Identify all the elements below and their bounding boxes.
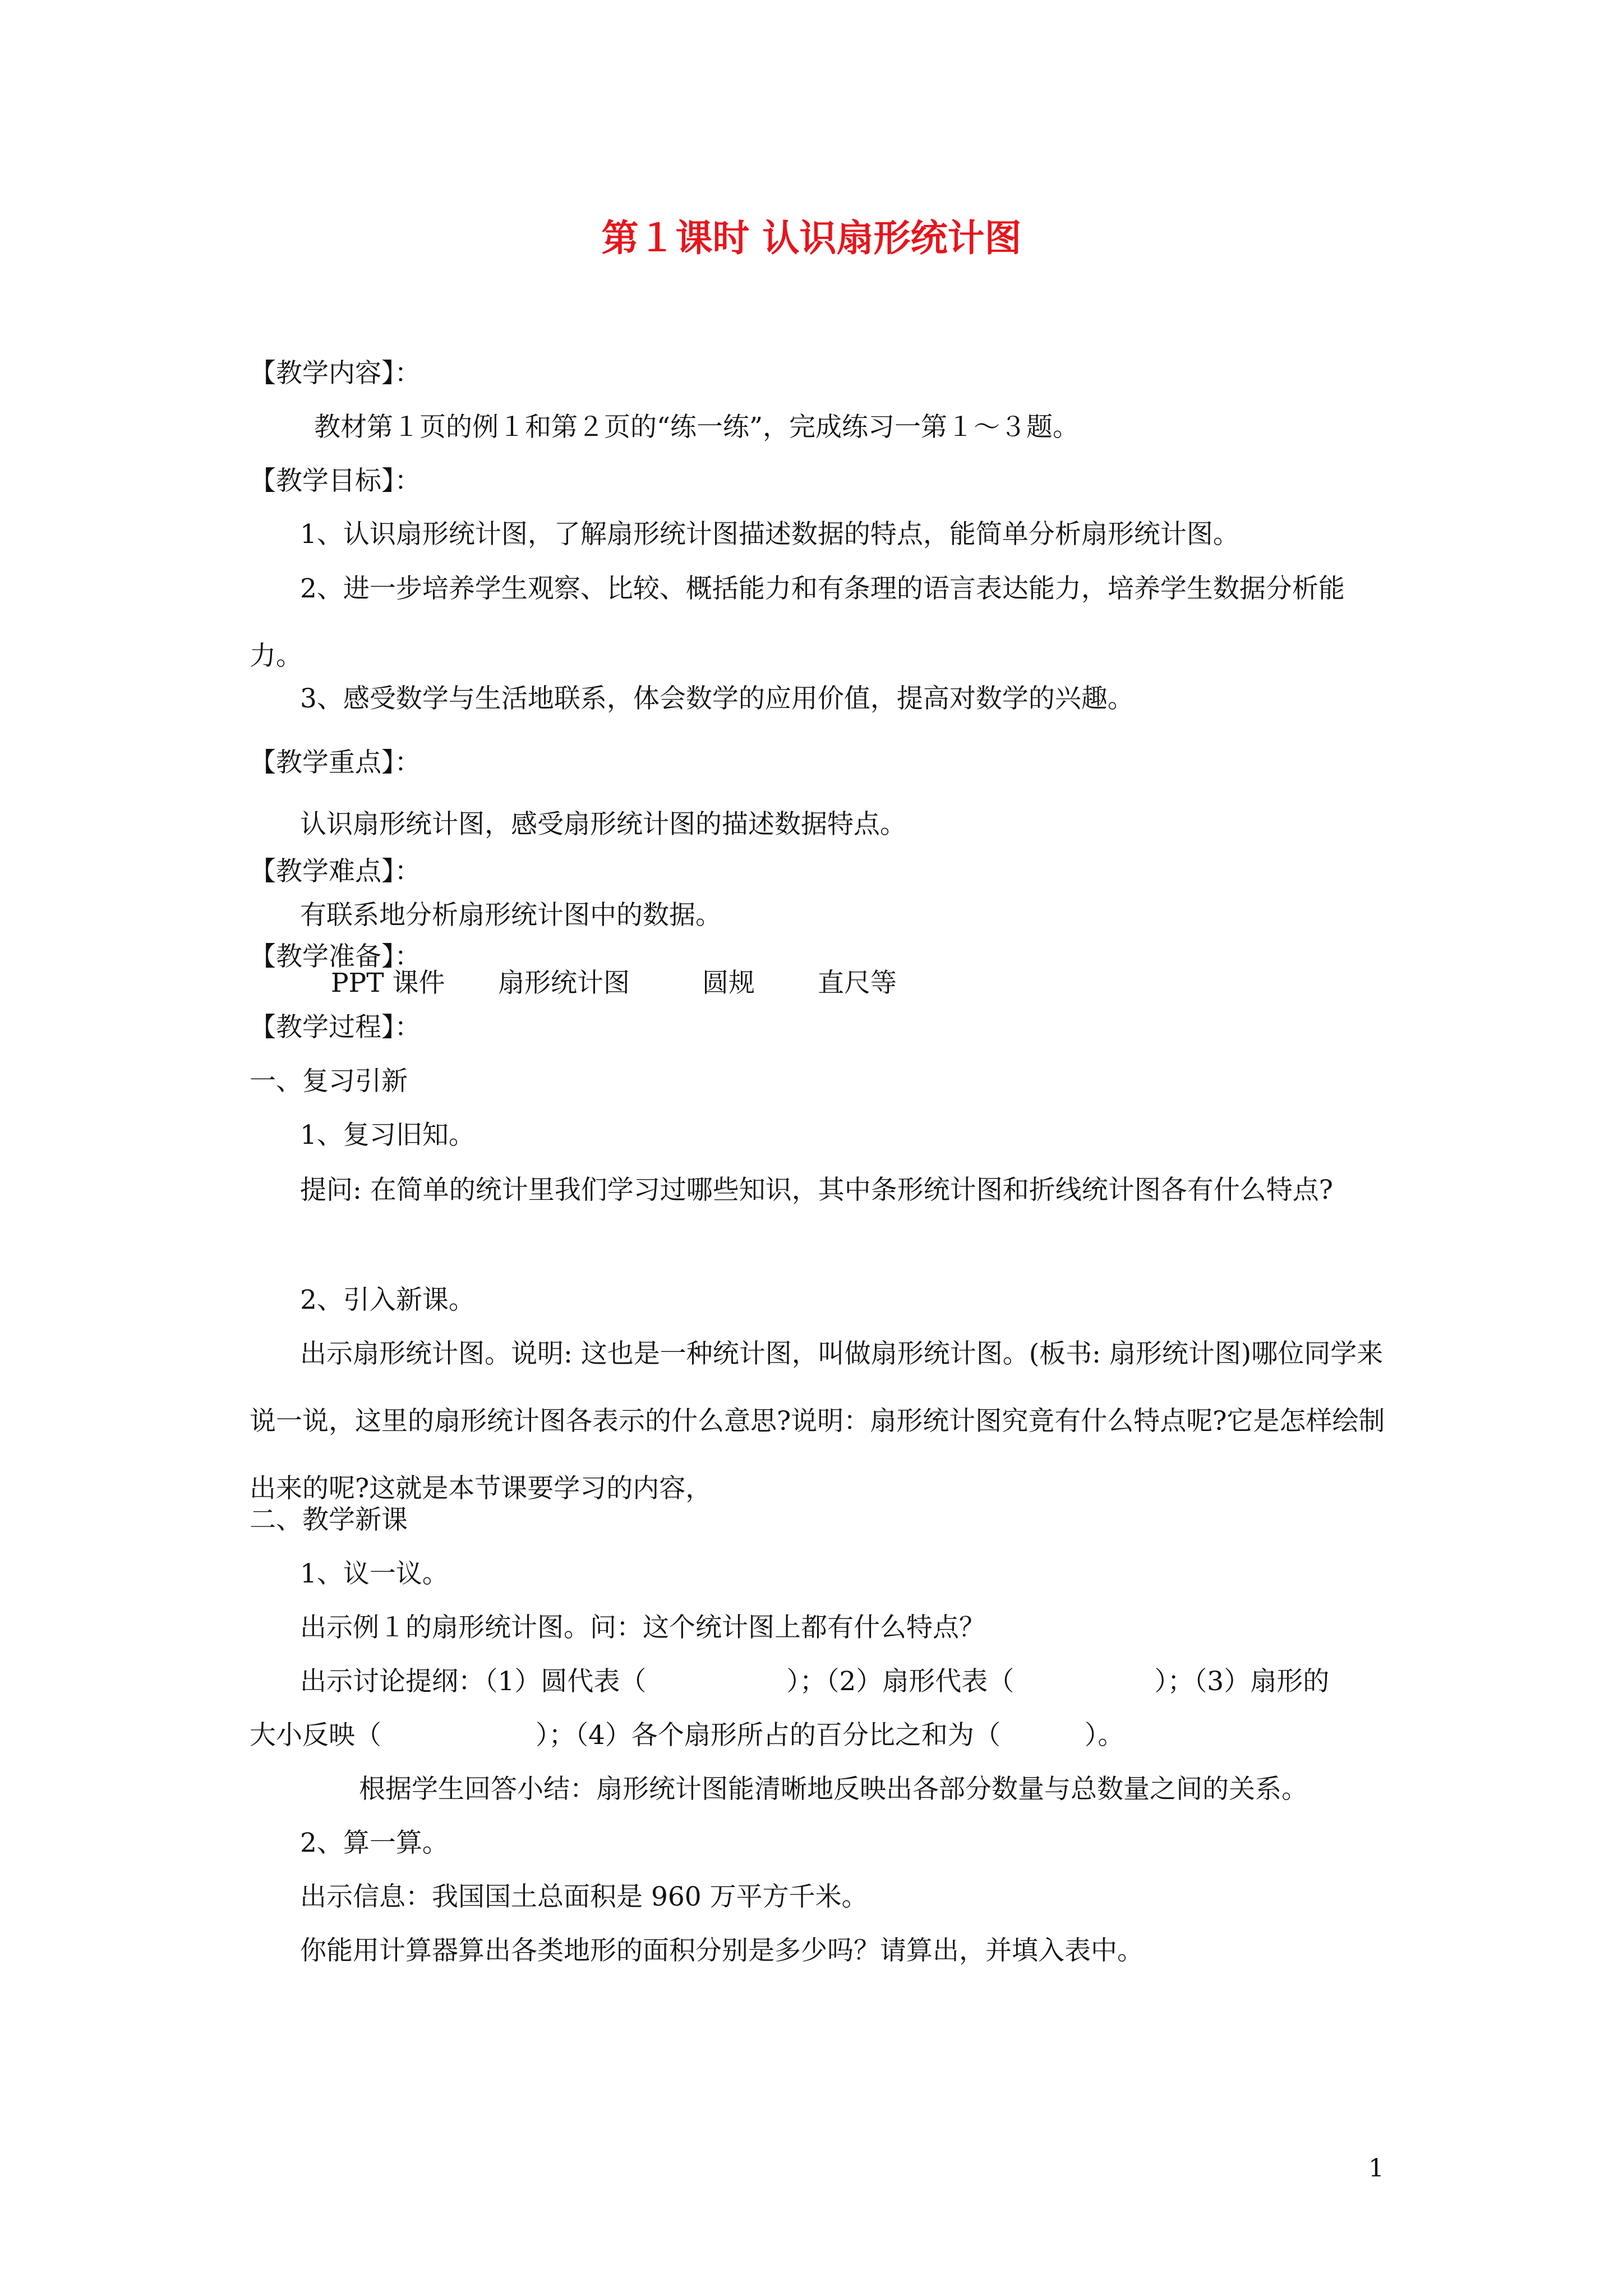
s2-item-discuss: 1、议一议。 (300, 1558, 449, 1589)
goal-item: 2、进一步培养学生观察、比较、概括能力和有条理的语言表达能力，培养学生数据分析能力。 (250, 573, 1345, 671)
s2-summary: 根据学生回答小结：扇形统计图能清晰地反映出各部分数量与总数量之间的关系。 (359, 1774, 1308, 1805)
prep-item: 圆规 (702, 968, 755, 999)
prep-item: PPT 课件 (331, 968, 445, 999)
goal-item: 3、感受数学与生活地联系，体会数学的应用价值，提高对数学的兴趣。 (300, 683, 1134, 714)
page-title: 第１课时 认识扇形统计图 (601, 216, 1022, 260)
section-1-title: 一、复习引新 (250, 1066, 408, 1097)
content-heading: 【教学内容】： (250, 358, 421, 389)
key-heading: 【教学重点】： (250, 747, 421, 778)
difficulty-heading: 【教学难点】： (250, 856, 421, 887)
s2-outline-part: 大小反映（ (250, 1720, 381, 1751)
s1-question: 提问: 在简单的统计里我们学习过哪些知识，其中条形统计图和折线统计图各有什么特点? (300, 1175, 1333, 1205)
goal-item: 1、认识扇形统计图，了解扇形统计图描述数据的特点，能简单分析扇形统计图。 (300, 519, 1239, 550)
prep-item: 直尺等 (818, 968, 897, 999)
s2-outline-part: ）；（4）各个扇形所占的百分比之和为（ (536, 1720, 1000, 1751)
goals-heading: 【教学目标】： (250, 466, 421, 496)
s2-outline-part: ）；（3）扇形的 (1154, 1666, 1330, 1697)
prep-heading: 【教学准备】： (250, 941, 421, 972)
section-2-title: 二、教学新课 (250, 1504, 408, 1535)
s2-outline-part: ）。 (1084, 1720, 1124, 1751)
content-text: 教材第１页的例１和第２页的“练一练”，完成练习一第１～３题。 (314, 412, 1080, 443)
s2-item-calc: 2、算一算。 (300, 1828, 449, 1858)
key-text: 认识扇形统计图，感受扇形统计图的描述数据特点。 (300, 809, 906, 840)
s2-outline-part: 出示讨论提纲：（1）圆代表（ (300, 1666, 647, 1697)
s2-info: 出示信息：我国国土总面积是 960 万平方千米。 (300, 1881, 868, 1912)
s1-item-review: 1、复习旧知。 (300, 1120, 475, 1151)
s2-outline-part: ）；（2）扇形代表（ (786, 1666, 1015, 1697)
page-number: 1 (1368, 2154, 1384, 2183)
s1-show-chart: 出示扇形统计图。说明: 这也是一种统计图，叫做扇形统计图。(板书: 扇形统计图)哪位同学来说一说，这里的扇形统计图各表示的什么意思?说明：扇形统计图究竟有什么特点呢?它是怎样绘制出来的呢?这就是本节课要学习的内容， (250, 1338, 1385, 1504)
difficulty-text: 有联系地分析扇形统计图中的数据。 (300, 900, 722, 931)
s2-task: 你能用计算器算出各类地形的面积分别是多少吗？请算出，并填入表中。 (300, 1935, 1144, 1966)
s1-item-intro: 2、引入新课。 (300, 1285, 475, 1315)
prep-item: 扇形统计图 (498, 968, 630, 999)
process-heading: 【教学过程】： (250, 1012, 421, 1043)
s2-example: 出示例１的扇形统计图。问：这个统计图上都有什么特点？ (300, 1612, 985, 1643)
